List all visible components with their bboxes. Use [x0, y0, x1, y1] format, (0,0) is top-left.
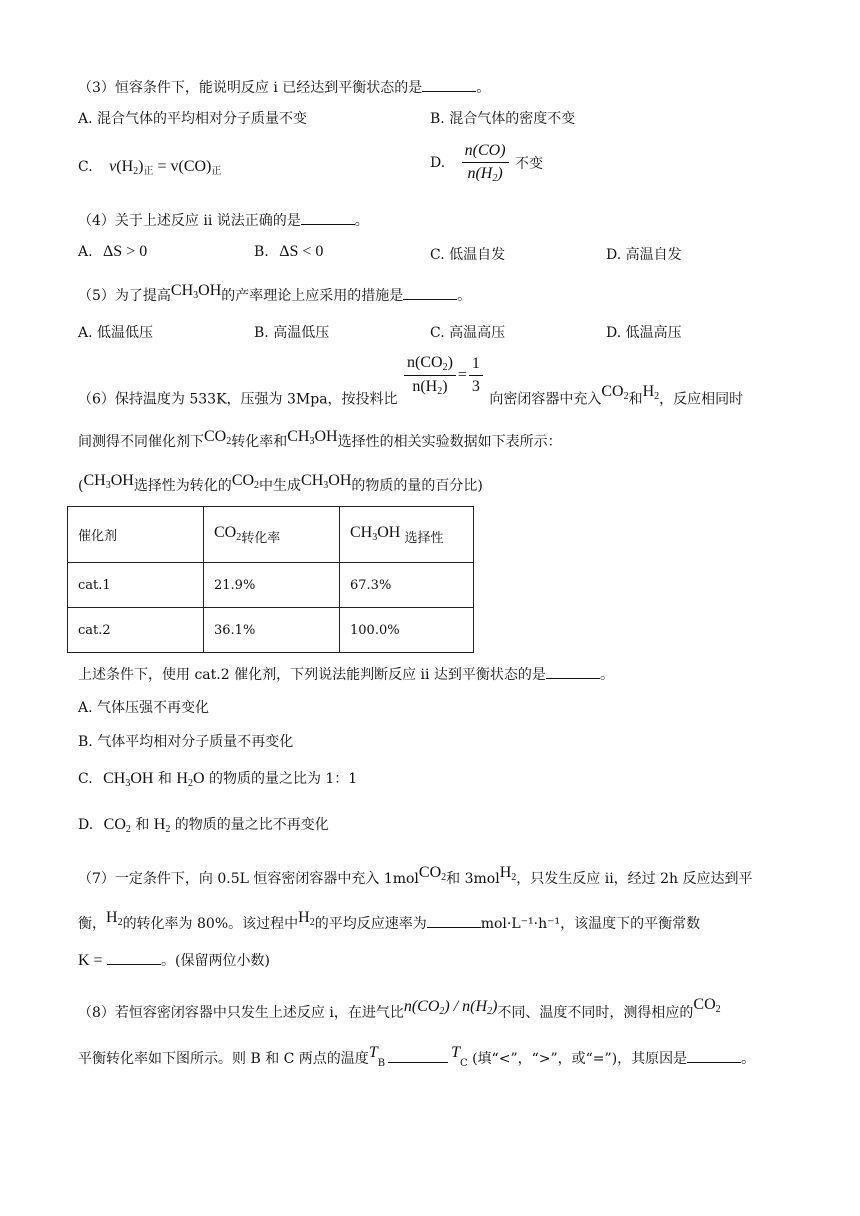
table-cell: 21.9% [204, 563, 340, 608]
table-cell: 100.0% [340, 608, 474, 653]
q3-option-d: D. $\frac{n(CO)}{n(H_2)}$ 不变 [430, 142, 543, 184]
q6-ask: 上述条件下，使用 cat.2 催化剂，下列说法能判断反应 ii 达到平衡状态的是 。 [78, 667, 614, 683]
q6-option-d: D. $CO_2$ 和 $H_2$ 的物质的量之比不再变化 [78, 816, 329, 835]
rate-answer-blank[interactable] [427, 915, 481, 928]
q8-line2: 平衡转化率如下图所示。则 B 和 C 两点的温度$T_BT_C$ (填“<”，“>”，或“=”)，其原因是 。 [78, 1044, 756, 1069]
q6-stem: （6）保持温度为 533K，压强为 3Mpa，按投料比 $\frac{n(CO_2)}{n(H_2)}$ = $\frac{1}{3}$ 向密闭容器中充入$CO_2$和$H_2$，反应相同时 [78, 354, 744, 408]
q3-option-b: B. 混合气体的密度不变 [430, 111, 576, 127]
q6-option-c: C. $CH_3OH$ 和 $H_2O$ 的物质的量之比为 1：1 [78, 770, 358, 789]
table-header-row [68, 507, 474, 563]
table-cell: cat.1 [68, 563, 204, 608]
q5-option-a: A. 低温低压 [78, 325, 154, 341]
reason-answer-blank[interactable] [687, 1050, 741, 1063]
table-cell: 67.3% [340, 563, 474, 608]
q5-stem: （5）为了提高$CH_3OH$的产率理论上应采用的措施是 。 [78, 282, 472, 304]
q8-line1: （8）若恒容密闭容器中只发生上述反应 i，在进气比$n(CO_2) / n(H_2)$不同、温度不同时，测得相应的$CO_2$ [78, 996, 721, 1021]
k-answer-blank[interactable] [107, 952, 161, 965]
catalyst-table [67, 506, 474, 653]
q3-option-a: A. 混合气体的平均相对分子质量不变 [78, 111, 308, 127]
answer-blank[interactable] [301, 212, 355, 225]
table-header-selectivity: $CH_3OH$ 选择性 [340, 507, 474, 563]
q6-note: ($CH_3OH$选择性为转化的$CO_2$中生成$CH_3OH$的物质的量的百分比) [78, 472, 483, 494]
q7-line3: K = 。(保留两位小数) [78, 952, 270, 969]
q5-option-c: C. 高温高压 [430, 325, 506, 341]
table-row [68, 563, 474, 608]
q6-line2: 间测得不同催化剂下$CO_2$转化率和$CH_3OH$选择性的相关实验数据如下表所示： [78, 428, 562, 450]
table-cell: 36.1% [204, 608, 340, 653]
answer-blank[interactable] [403, 287, 457, 300]
q3-stem: （3）恒容条件下，能说明反应 i 已经达到平衡状态的是 。 [78, 80, 491, 96]
q5-option-b: B. 高温低压 [254, 325, 330, 341]
q4-option-c: C. 低温自发 [430, 247, 506, 263]
table-header-conversion: $CO_2$转化率 [204, 507, 340, 563]
table-row [68, 608, 474, 653]
q7-line2: 衡，$H_2$的转化率为 80%。该过程中$H_2$的平均反应速率为 mol·L⁻¹·h⁻¹，该温度下的平衡常数 [78, 909, 701, 932]
table-cell: cat.2 [68, 608, 204, 653]
q7-line1: （7）一定条件下，向 0.5L 恒容密闭容器中充入 1molCO$_2$和 3molH$_2$，只发生反应 ii，经过 2h 反应达到平 [78, 864, 753, 887]
answer-blank[interactable] [422, 79, 476, 92]
q4-stem: （4）关于上述反应 ii 说法正确的是 。 [78, 213, 369, 229]
q6-option-a: A. 气体压强不再变化 [78, 700, 210, 716]
q3-option-c: C. $v(H_2)_正 = v(CO)_正$ [78, 158, 222, 177]
q6-option-b: B. 气体平均相对分子质量不再变化 [78, 734, 294, 750]
temperature-compare-blank[interactable] [388, 1050, 448, 1063]
q5-option-d: D. 低温高压 [606, 325, 682, 341]
q4-option-b: B. ΔS < 0 [254, 243, 324, 260]
answer-blank[interactable] [546, 666, 600, 679]
q4-option-d: D. 高温自发 [606, 247, 682, 263]
table-header-catalyst: 催化剂 [68, 507, 204, 563]
q4-option-a: A. ΔS > 0 [78, 243, 148, 260]
